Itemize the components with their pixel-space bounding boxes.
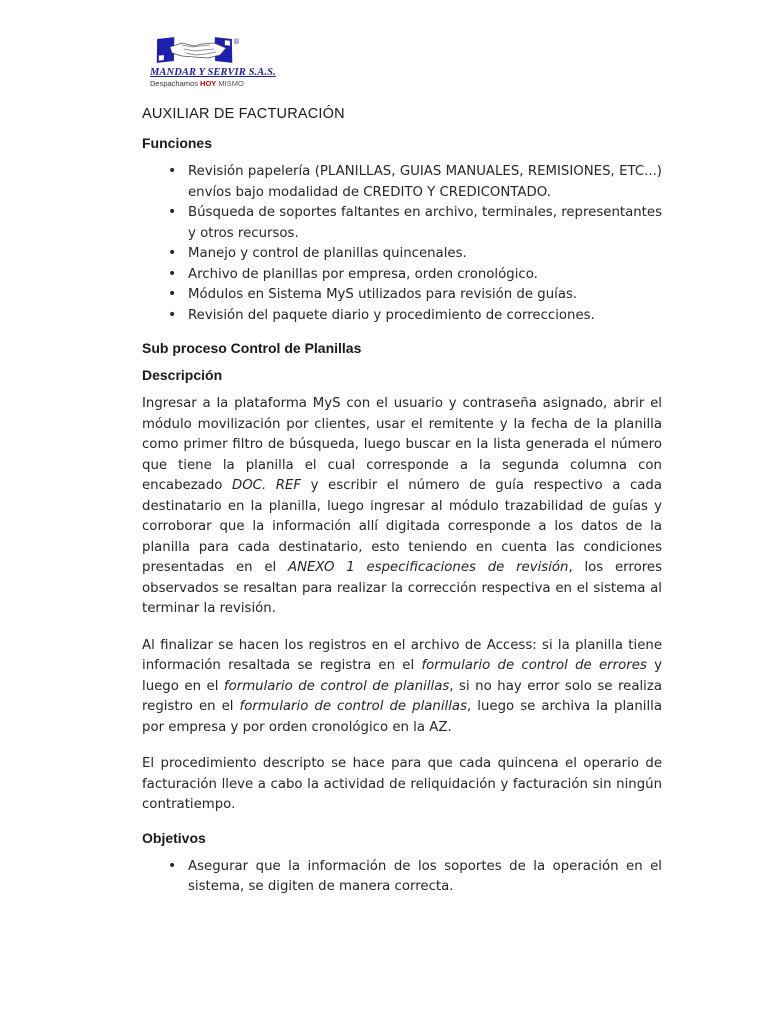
list-item: • Revisión del paquete diario y procedimiento de correcciones. [142, 306, 662, 327]
registered-trademark-icon: ® [233, 38, 240, 46]
list-item: • Archivo de planillas por empresa, orden cronológico. [142, 265, 662, 286]
heading-funciones: Funciones [142, 135, 213, 151]
para2-emphasis-form-errores: formulario de control de errores [421, 658, 647, 673]
list-item: • Asegurar que la información de los soportes de la operación en el sistema, se digiten de manera correcta. [142, 857, 662, 898]
paragraph-descripcion-1 [142, 394, 662, 620]
para1-emphasis-anexo: ANEXO 1 especificaciones de revisión [287, 560, 569, 575]
para2-part2: y luego en el [142, 658, 662, 694]
para2-emphasis-form-planillas-1: formulario de control de planillas [223, 678, 450, 694]
page-title: AUXILIAR DE FACTURACIÓN [142, 106, 345, 122]
list-item: • Manejo y control de planillas quincenales. [142, 244, 662, 265]
para2-emphasis-form-planillas-2: formulario de control de planillas [239, 699, 468, 714]
paragraph-descripcion-2 [142, 636, 662, 739]
para1-emphasis-doc-ref: DOC. REF [231, 478, 302, 493]
list-item: • Búsqueda de soportes faltantes en archivo, terminales, representantes y otros recursos. [142, 203, 662, 244]
tagline-accent: HOY [200, 79, 217, 88]
logo-tagline [150, 79, 320, 88]
tagline-prefix: Despachamos [150, 79, 201, 88]
objetivos-list [142, 857, 662, 898]
para2-part4: , luego se archiva la planilla por empresa y por orden cronológico en la AZ. [142, 699, 662, 735]
heading-sub-proceso: Sub proceso Control de Planillas [142, 340, 362, 356]
heading-descripcion: Descripción [142, 367, 223, 383]
para2-part3: , si no hay error solo se realiza registro en el [142, 678, 662, 714]
list-item: • Módulos en Sistema MyS utilizados para revisión de guías. [142, 285, 662, 306]
para1-part3: , los errores observados se resaltan para realizar la corrección respectiva en el sistema al terminar la revisión. [142, 560, 662, 616]
funciones-list [142, 162, 662, 326]
tagline-suffix: MISMO [216, 79, 244, 88]
document-content [142, 106, 662, 898]
company-logo [150, 36, 320, 88]
handshake-icon [156, 36, 240, 66]
para1-part2: y escribir el número de guía respectivo a cada destinatario en la planilla, luego ingresar al módulo trazabilidad de guías y corroborar que la información allí digitada corresponde a los datos de la planilla para cada destinatario, esto teniendo en cuenta las condiciones presentadas en el [142, 478, 663, 575]
handshake-hands [168, 39, 228, 61]
para1-part1: Ingresar a la plataforma MyS con el usuario y contraseña asignado, abrir el módulo movilización por clientes, usar el remitente y la fecha de la planilla como primer filtro de búsqueda, luego buscar en la lista generada el número que tiene la planilla el cual corresponde a la segunda columna con encabezado [142, 396, 662, 493]
heading-objetivos: Objetivos [142, 829, 206, 846]
para2-part1: Al finalizar se hacen los registros en el archivo de Access: si la planilla tiene información resaltada se registra en el [142, 637, 662, 673]
list-item: • Revisión papelería (PLANILLAS, GUIAS MANUALES, REMISIONES, ETC...) envíos bajo modalidad de CREDITO Y CREDICONTADO. [142, 162, 662, 203]
paragraph-descripcion-3: El procedimiento descripto se hace para que cada quincena el operario de facturación lleve a cabo la actividad de reliquidación y facturación sin ningún contratiempo. [142, 756, 662, 812]
logo-company-name: MANDAR Y SERVIR S.A.S. [150, 67, 276, 78]
